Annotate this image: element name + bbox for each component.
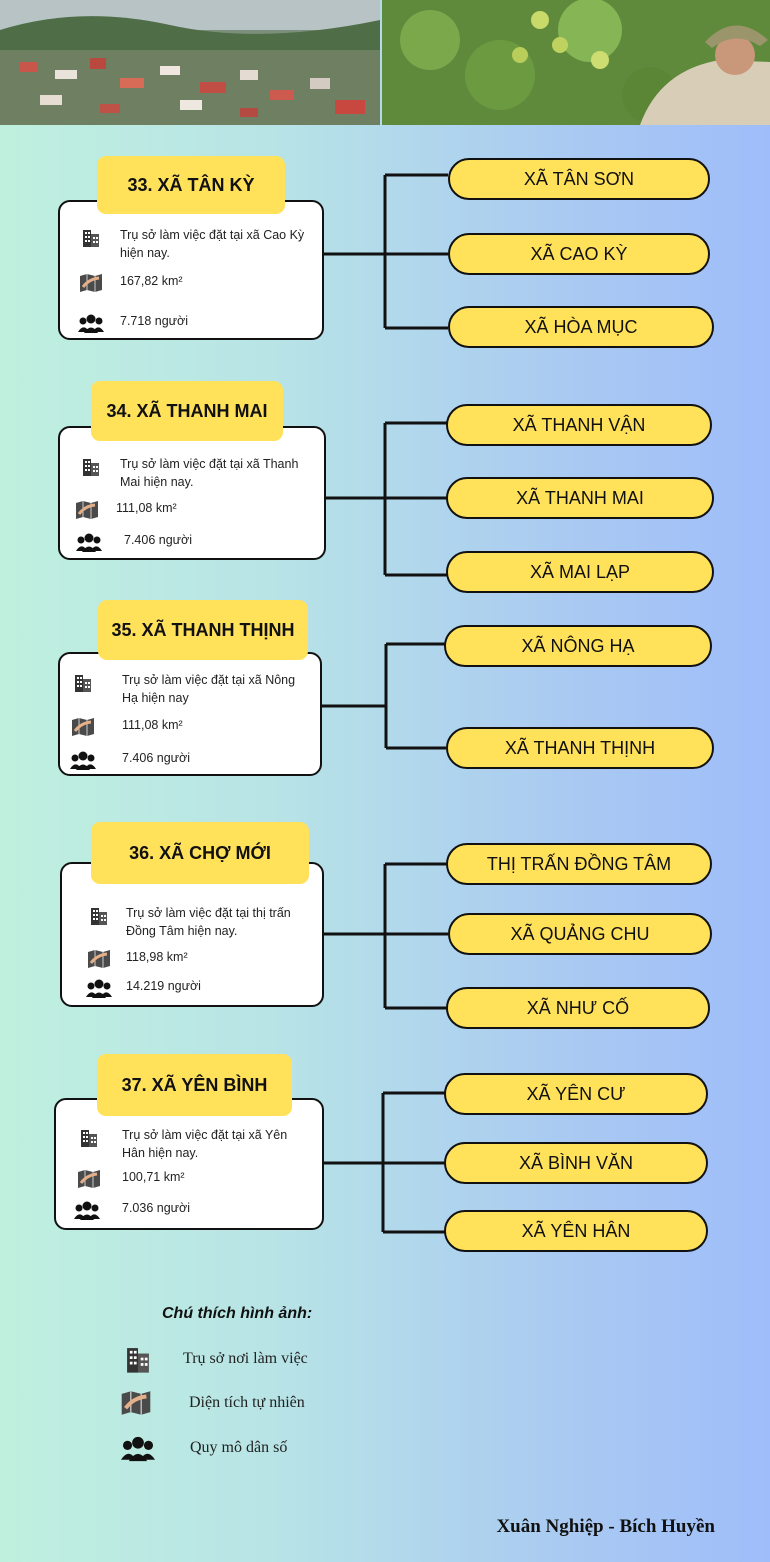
area-text: 111,08 km² — [116, 501, 177, 515]
merged-unit-pill: THỊ TRẤN ĐỒNG TÂM — [446, 843, 712, 885]
population-text: 7.718 người — [120, 314, 188, 328]
map-area-icon — [74, 499, 100, 521]
headquarters-text: Trụ sở làm việc đặt tại xã Cao Kỳ hiện nay. — [120, 228, 305, 260]
building-icon — [78, 455, 104, 477]
people-icon — [120, 1434, 156, 1462]
area-text: 111,08 km² — [122, 718, 183, 732]
headquarters-text: Trụ sở làm việc đặt tại xã Nông Hạ hiện nay — [122, 673, 296, 705]
town-photo — [0, 0, 380, 125]
merged-unit-pill: XÃ YÊN CƯ — [444, 1073, 708, 1115]
legend-title: Chú thích hình ảnh: — [162, 1305, 313, 1322]
building-icon — [76, 1126, 102, 1148]
people-icon — [78, 312, 104, 334]
merged-unit-pill: XÃ THANH THỊNH — [446, 727, 714, 769]
merged-unit-pill: XÃ NHƯ CỐ — [446, 987, 710, 1029]
people-icon — [74, 1199, 100, 1221]
map-area-icon — [70, 716, 96, 738]
map-area-icon — [86, 948, 112, 970]
map-area-icon — [76, 1168, 102, 1190]
info-card — [58, 200, 324, 340]
population-text: 7.406 người — [124, 533, 192, 547]
info-card — [58, 426, 326, 560]
population-text: 7.036 người — [122, 1201, 190, 1215]
headquarters-text: Trụ sở làm việc đặt tại thị trấn Đồng Tâm hiện nay. — [126, 906, 291, 938]
headquarters-text: Trụ sở làm việc đặt tại xã Yên Hân hiện nay. — [122, 1128, 288, 1160]
merged-unit-pill: XÃ YÊN HÂN — [444, 1210, 708, 1252]
building-icon — [86, 904, 112, 926]
people-icon — [86, 977, 112, 999]
legend-label: Diện tích tự nhiên — [189, 1394, 305, 1411]
building-icon — [70, 671, 96, 693]
headquarters-text: Trụ sở làm việc đặt tại xã Thanh Mai hiện nay. — [120, 457, 299, 489]
legend-item-population — [120, 1434, 287, 1462]
merged-unit-pill: XÃ CAO KỲ — [448, 233, 710, 275]
legend-item-area — [118, 1390, 305, 1416]
area-text: 167,82 km² — [120, 274, 183, 288]
merged-unit-pill: XÃ THANH VẬN — [446, 404, 712, 446]
area-text: 100,71 km² — [122, 1170, 185, 1184]
merged-unit-pill: XÃ HÒA MỤC — [448, 306, 714, 348]
building-icon — [120, 1344, 156, 1374]
legend-item-headquarters — [120, 1344, 308, 1374]
map-area-icon — [78, 272, 104, 294]
header-photos — [0, 0, 770, 125]
building-icon — [78, 226, 104, 248]
population-text: 7.406 người — [122, 751, 190, 765]
section-title: 37. XÃ YÊN BÌNH — [97, 1054, 292, 1116]
section-title: 34. XÃ THANH MAI — [91, 381, 283, 441]
legend-label: Trụ sở nơi làm việc — [183, 1350, 308, 1367]
merged-unit-pill: XÃ TÂN SƠN — [448, 158, 710, 200]
merged-unit-pill: XÃ THANH MAI — [446, 477, 714, 519]
info-card — [54, 1098, 324, 1230]
section-title: 35. XÃ THANH THỊNH — [98, 600, 308, 660]
author-credit: Xuân Nghiệp - Bích Huyền — [496, 1516, 715, 1537]
merged-unit-pill: XÃ QUẢNG CHU — [448, 913, 712, 955]
map-area-icon — [118, 1390, 154, 1416]
area-text: 118,98 km² — [126, 950, 188, 964]
section-title: 33. XÃ TÂN KỲ — [97, 156, 285, 214]
section-title: 36. XÃ CHỢ MỚI — [91, 822, 309, 884]
merged-unit-pill: XÃ MAI LẠP — [446, 551, 714, 593]
people-icon — [76, 531, 102, 553]
merged-unit-pill: XÃ BÌNH VĂN — [444, 1142, 708, 1184]
people-icon — [70, 749, 96, 771]
farmer-photo — [382, 0, 770, 125]
legend-label: Quy mô dân số — [190, 1439, 288, 1456]
info-card — [58, 652, 322, 776]
population-text: 14.219 người — [126, 979, 201, 993]
merged-unit-pill: XÃ NÔNG HẠ — [444, 625, 712, 667]
